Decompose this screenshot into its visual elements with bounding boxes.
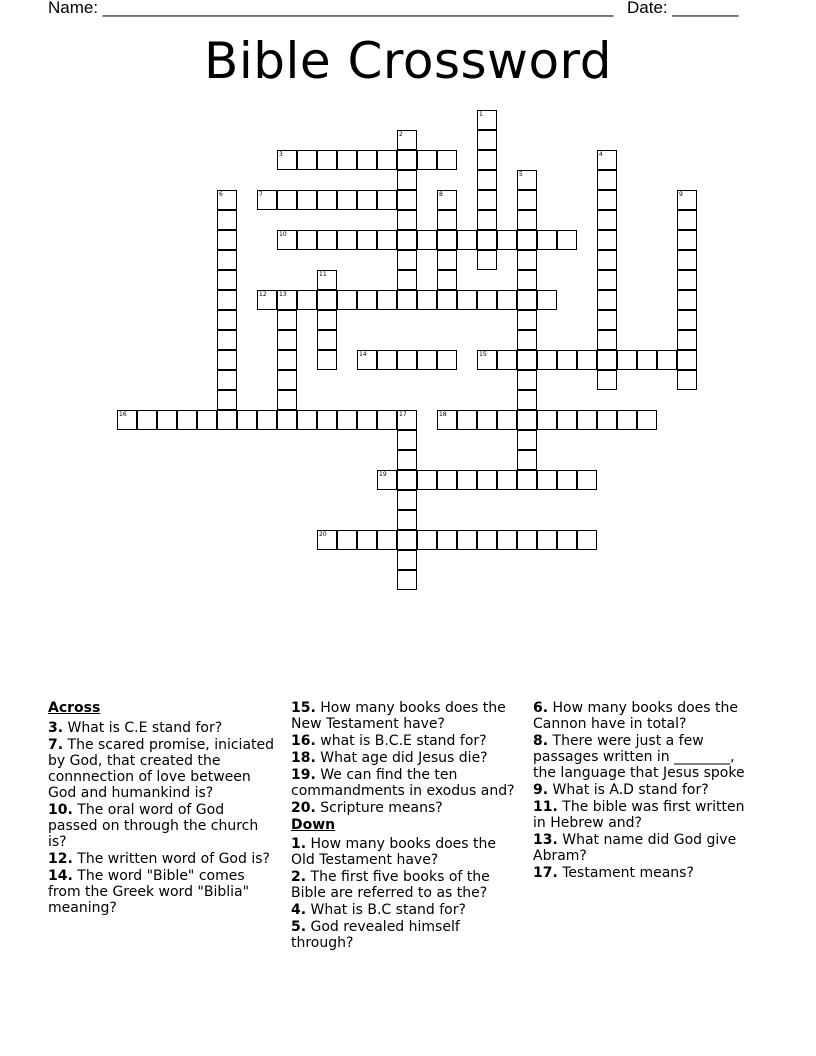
across-heading: Across xyxy=(48,700,101,716)
crossword-cell[interactable] xyxy=(397,430,417,450)
crossword-cell[interactable] xyxy=(217,270,237,290)
cell-number: 17 xyxy=(399,411,407,418)
crossword-cell[interactable] xyxy=(577,530,597,550)
crossword-cell[interactable] xyxy=(337,230,357,250)
crossword-cell[interactable] xyxy=(397,510,417,530)
crossword-cell[interactable] xyxy=(397,270,417,290)
clue-item xyxy=(533,733,759,781)
cell-number: 7 xyxy=(259,191,263,198)
crossword-cell[interactable] xyxy=(397,470,417,490)
crossword-cell[interactable] xyxy=(297,150,317,170)
crossword-cell[interactable] xyxy=(557,530,577,550)
crossword-cell[interactable] xyxy=(477,290,497,310)
crossword-cell[interactable] xyxy=(677,370,697,390)
clue-text: The word "Bible" comes from the Greek word "Biblia" meaning? xyxy=(48,868,250,916)
crossword-cell[interactable] xyxy=(437,150,457,170)
crossword-cell[interactable] xyxy=(257,290,277,310)
crossword-cell[interactable] xyxy=(477,130,497,150)
crossword-cell[interactable] xyxy=(217,310,237,330)
crossword-cell[interactable] xyxy=(477,150,497,170)
clue-text: What is A.D stand for? xyxy=(548,782,709,798)
clue-number: 9. xyxy=(533,782,549,798)
cell-number: 19 xyxy=(379,471,387,478)
crossword-cell[interactable] xyxy=(137,410,157,430)
crossword-cell[interactable] xyxy=(677,290,697,310)
clue-item xyxy=(291,700,519,732)
crossword-cell[interactable] xyxy=(337,190,357,210)
crossword-cell[interactable] xyxy=(497,410,517,430)
crossword-cell[interactable] xyxy=(557,470,577,490)
crossword-cell[interactable] xyxy=(497,230,517,250)
crossword-cell[interactable] xyxy=(517,330,537,350)
crossword-cell[interactable] xyxy=(677,190,697,210)
crossword-cell[interactable] xyxy=(217,410,237,430)
crossword-cell[interactable] xyxy=(317,270,337,290)
crossword-cell[interactable] xyxy=(317,310,337,330)
crossword-cell[interactable] xyxy=(657,350,677,370)
cell-number: 1 xyxy=(479,111,483,118)
clue-item xyxy=(291,836,519,868)
cell-number: 12 xyxy=(259,291,267,298)
crossword-cell[interactable] xyxy=(417,350,437,370)
crossword-cell[interactable] xyxy=(277,190,297,210)
clue-number: 4. xyxy=(291,902,307,918)
clue-text: What age did Jesus die? xyxy=(315,750,488,766)
clue-item xyxy=(533,799,759,831)
col3-clue-list xyxy=(533,700,759,881)
crossword-cell[interactable] xyxy=(297,190,317,210)
crossword-cell[interactable] xyxy=(217,330,237,350)
crossword-cell[interactable] xyxy=(217,190,237,210)
crossword-cell[interactable] xyxy=(277,390,297,410)
crossword-cell[interactable] xyxy=(597,150,617,170)
crossword-cell[interactable] xyxy=(477,190,497,210)
clue-item xyxy=(291,767,519,799)
crossword-cell[interactable] xyxy=(597,170,617,190)
crossword-cell[interactable] xyxy=(277,290,297,310)
crossword-cell[interactable] xyxy=(537,350,557,370)
crossword-cell[interactable] xyxy=(477,110,497,130)
clue-item xyxy=(533,700,759,732)
crossword-cell[interactable] xyxy=(477,470,497,490)
crossword-cell[interactable] xyxy=(357,290,377,310)
crossword-cell[interactable] xyxy=(577,350,597,370)
crossword-cell[interactable] xyxy=(577,410,597,430)
crossword-cell[interactable] xyxy=(397,550,417,570)
crossword-cell[interactable] xyxy=(277,410,297,430)
crossword-cell[interactable] xyxy=(517,430,537,450)
crossword-cell[interactable] xyxy=(477,210,497,230)
crossword-cell[interactable] xyxy=(437,190,457,210)
cell-number: 4 xyxy=(599,151,603,158)
crossword-cell[interactable] xyxy=(637,350,657,370)
crossword-cell[interactable] xyxy=(597,310,617,330)
crossword-cell[interactable] xyxy=(597,410,617,430)
crossword-cell[interactable] xyxy=(217,350,237,370)
crossword-cell[interactable] xyxy=(597,270,617,290)
clue-text: The written word of God is? xyxy=(72,851,270,867)
crossword-cell[interactable] xyxy=(317,350,337,370)
clue-text: What is C.E stand for? xyxy=(63,720,223,736)
crossword-cell[interactable] xyxy=(457,530,477,550)
clue-text: What name did God give Abram? xyxy=(533,832,737,864)
crossword-cell[interactable] xyxy=(397,250,417,270)
crossword-cell[interactable] xyxy=(557,350,577,370)
crossword-cell[interactable] xyxy=(677,270,697,290)
cell-number: 8 xyxy=(439,191,443,198)
crossword-cell[interactable] xyxy=(317,410,337,430)
down-heading: Down xyxy=(291,817,336,833)
clue-number: 3. xyxy=(48,720,64,736)
crossword-cell[interactable] xyxy=(597,250,617,270)
clue-text: How many books does the New Testament have? xyxy=(291,700,506,732)
crossword-cell[interactable] xyxy=(537,530,557,550)
crossword-cell[interactable] xyxy=(377,290,397,310)
crossword-cell[interactable] xyxy=(517,310,537,330)
clue-number: 16. xyxy=(291,733,316,749)
crossword-cell[interactable] xyxy=(397,210,417,230)
crossword-cell[interactable] xyxy=(637,410,657,430)
clue-text: Testament means? xyxy=(557,865,694,881)
crossword-cell[interactable] xyxy=(217,250,237,270)
crossword-cell[interactable] xyxy=(597,370,617,390)
crossword-cell[interactable] xyxy=(397,170,417,190)
clue-item xyxy=(291,902,519,918)
crossword-cell[interactable] xyxy=(477,230,497,250)
clue-item xyxy=(291,750,519,766)
crossword-cell[interactable] xyxy=(417,290,437,310)
clue-item xyxy=(291,919,519,951)
clues-column-1 xyxy=(48,700,274,917)
clue-text: God revealed himself through? xyxy=(291,919,460,951)
crossword-cell[interactable] xyxy=(677,230,697,250)
clue-item xyxy=(48,868,274,916)
crossword-cell[interactable] xyxy=(317,190,337,210)
crossword-cell[interactable] xyxy=(377,530,397,550)
crossword-cell[interactable] xyxy=(257,190,277,210)
crossword-cell[interactable] xyxy=(317,330,337,350)
name-field-label[interactable]: Name: ______________________________________________________ xyxy=(48,0,614,17)
crossword-cell[interactable] xyxy=(317,150,337,170)
crossword-cell[interactable] xyxy=(517,170,537,190)
cell-number: 11 xyxy=(319,271,327,278)
crossword-cell[interactable] xyxy=(577,470,597,490)
crossword-cell[interactable] xyxy=(677,350,697,370)
col2-down-clue-list xyxy=(291,836,519,951)
crossword-cell[interactable] xyxy=(397,570,417,590)
clue-number: 8. xyxy=(533,733,549,749)
crossword-cell[interactable] xyxy=(597,230,617,250)
clue-text: What is B.C stand for? xyxy=(306,902,466,918)
clue-number: 11. xyxy=(533,799,558,815)
crossword-cell[interactable] xyxy=(497,350,517,370)
cell-number: 16 xyxy=(119,411,127,418)
clue-item xyxy=(48,802,274,850)
crossword-cell[interactable] xyxy=(417,470,437,490)
crossword-cell[interactable] xyxy=(597,350,617,370)
col1-clue-list xyxy=(48,720,274,916)
crossword-cell[interactable] xyxy=(397,350,417,370)
clue-item xyxy=(533,832,759,864)
clue-text: what is B.C.E stand for? xyxy=(315,733,487,749)
crossword-cell[interactable] xyxy=(517,270,537,290)
crossword-cell[interactable] xyxy=(217,390,237,410)
clue-text: The scared promise, iniciated by God, that created the connnection of love between God and humankind is? xyxy=(48,737,275,801)
crossword-cell[interactable] xyxy=(397,190,417,210)
crossword-cell[interactable] xyxy=(477,530,497,550)
clue-item xyxy=(291,869,519,901)
crossword-cell[interactable] xyxy=(397,450,417,470)
clue-number: 14. xyxy=(48,868,73,884)
clue-number: 2. xyxy=(291,869,307,885)
crossword-cell[interactable] xyxy=(357,150,377,170)
crossword-cell[interactable] xyxy=(497,470,517,490)
crossword-cell[interactable] xyxy=(377,190,397,210)
crossword-cell[interactable] xyxy=(517,250,537,270)
crossword-cell[interactable] xyxy=(617,350,637,370)
crossword-cell[interactable] xyxy=(437,270,457,290)
crossword-cell[interactable] xyxy=(457,290,477,310)
crossword-cell[interactable] xyxy=(317,290,337,310)
crossword-cell[interactable] xyxy=(217,370,237,390)
crossword-cell[interactable] xyxy=(337,530,357,550)
cell-number: 14 xyxy=(359,351,367,358)
cell-number: 3 xyxy=(279,151,283,158)
crossword-cell[interactable] xyxy=(537,410,557,430)
crossword-cell[interactable] xyxy=(377,150,397,170)
clue-number: 18. xyxy=(291,750,316,766)
crossword-cell[interactable] xyxy=(277,150,297,170)
crossword-cell[interactable] xyxy=(157,410,177,430)
crossword-cell[interactable] xyxy=(457,470,477,490)
crossword-cell[interactable] xyxy=(277,370,297,390)
clue-text: The first five books of the Bible are referred to as the? xyxy=(291,869,490,901)
crossword-cell[interactable] xyxy=(277,230,297,250)
crossword-cell[interactable] xyxy=(337,410,357,430)
crossword-cell[interactable] xyxy=(517,450,537,470)
clues-column-2 xyxy=(291,700,519,952)
crossword-cell[interactable] xyxy=(397,230,417,250)
crossword-cell[interactable] xyxy=(437,530,457,550)
cell-number: 5 xyxy=(519,171,523,178)
crossword-cell[interactable] xyxy=(597,290,617,310)
clue-text: We can find the ten commandments in exodus and? xyxy=(291,767,515,799)
crossword-cell[interactable] xyxy=(557,410,577,430)
date-field-label[interactable]: Date: _______ xyxy=(627,0,739,17)
crossword-cell[interactable] xyxy=(597,210,617,230)
crossword-cell[interactable] xyxy=(277,330,297,350)
clue-item xyxy=(291,800,519,816)
crossword-cell[interactable] xyxy=(617,410,637,430)
crossword-cell[interactable] xyxy=(477,350,497,370)
clue-number: 15. xyxy=(291,700,316,716)
crossword-cell[interactable] xyxy=(237,410,257,430)
clue-text: The oral word of God passed on through the church is? xyxy=(48,802,259,850)
crossword-cell[interactable] xyxy=(377,230,397,250)
cell-number: 9 xyxy=(679,191,683,198)
crossword-cell[interactable] xyxy=(377,470,397,490)
clue-item xyxy=(48,720,274,736)
crossword-cell[interactable] xyxy=(357,350,377,370)
crossword-cell[interactable] xyxy=(297,290,317,310)
crossword-cell[interactable] xyxy=(517,390,537,410)
clue-number: 7. xyxy=(48,737,64,753)
crossword-cell[interactable] xyxy=(477,250,497,270)
clue-number: 13. xyxy=(533,832,558,848)
clue-number: 10. xyxy=(48,802,73,818)
crossword-cell[interactable] xyxy=(677,330,697,350)
clue-text: Scripture means? xyxy=(315,800,443,816)
crossword-cell[interactable] xyxy=(497,530,517,550)
crossword-cell[interactable] xyxy=(537,230,557,250)
crossword-cell[interactable] xyxy=(517,210,537,230)
crossword-cell[interactable] xyxy=(597,330,617,350)
crossword-cell[interactable] xyxy=(457,230,477,250)
crossword-cell[interactable] xyxy=(517,350,537,370)
crossword-cell[interactable] xyxy=(437,230,457,250)
crossword-cell[interactable] xyxy=(597,190,617,210)
crossword-cell[interactable] xyxy=(197,410,217,430)
crossword-cell[interactable] xyxy=(277,310,297,330)
cell-number: 13 xyxy=(279,291,287,298)
crossword-cell[interactable] xyxy=(217,230,237,250)
crossword-cell[interactable] xyxy=(397,490,417,510)
clue-item xyxy=(291,733,519,749)
crossword-cell[interactable] xyxy=(457,410,477,430)
clue-text: How many books does the Old Testament have? xyxy=(291,836,496,868)
crossword-cell[interactable] xyxy=(337,290,357,310)
crossword-cell[interactable] xyxy=(437,250,457,270)
crossword-cell[interactable] xyxy=(357,230,377,250)
clue-item xyxy=(533,865,759,881)
clue-number: 5. xyxy=(291,919,307,935)
crossword-cell[interactable] xyxy=(517,230,537,250)
cell-number: 6 xyxy=(219,191,223,198)
clue-number: 19. xyxy=(291,767,316,783)
crossword-cell[interactable] xyxy=(217,210,237,230)
crossword-cell[interactable] xyxy=(397,410,417,430)
crossword-cell[interactable] xyxy=(297,230,317,250)
clue-number: 1. xyxy=(291,836,307,852)
crossword-cell[interactable] xyxy=(297,410,317,430)
crossword-cell[interactable] xyxy=(357,190,377,210)
crossword-cell[interactable] xyxy=(397,150,417,170)
crossword-cell[interactable] xyxy=(397,130,417,150)
crossword-cell[interactable] xyxy=(677,310,697,330)
crossword-cell[interactable] xyxy=(317,230,337,250)
crossword-cell[interactable] xyxy=(357,410,377,430)
clue-number: 6. xyxy=(533,700,549,716)
clue-number: 17. xyxy=(533,865,558,881)
crossword-cell[interactable] xyxy=(397,530,417,550)
crossword-cell[interactable] xyxy=(537,470,557,490)
cell-number: 10 xyxy=(279,231,287,238)
clue-item xyxy=(48,851,274,867)
crossword-cell[interactable] xyxy=(517,410,537,430)
crossword-cell[interactable] xyxy=(437,290,457,310)
crossword-cell[interactable] xyxy=(477,170,497,190)
crossword-cell[interactable] xyxy=(177,410,197,430)
crossword-cell[interactable] xyxy=(437,470,457,490)
crossword-cell[interactable] xyxy=(677,210,697,230)
clues-column-3 xyxy=(533,700,759,882)
cell-number: 15 xyxy=(479,351,487,358)
clue-text: There were just a few passages written in ________, the language that Jesus spoke xyxy=(533,733,745,781)
crossword-cell[interactable] xyxy=(217,290,237,310)
crossword-cell[interactable] xyxy=(377,350,397,370)
cell-number: 18 xyxy=(439,411,447,418)
crossword-cell[interactable] xyxy=(417,530,437,550)
crossword-cell[interactable] xyxy=(397,290,417,310)
crossword-cell[interactable] xyxy=(537,290,557,310)
crossword-cell[interactable] xyxy=(677,250,697,270)
crossword-cell[interactable] xyxy=(357,530,377,550)
crossword-cell[interactable] xyxy=(497,290,517,310)
crossword-cell[interactable] xyxy=(517,370,537,390)
crossword-cell[interactable] xyxy=(417,150,437,170)
crossword-cell[interactable] xyxy=(517,290,537,310)
crossword-cell[interactable] xyxy=(477,410,497,430)
crossword-cell[interactable] xyxy=(117,410,137,430)
crossword-cell[interactable] xyxy=(517,530,537,550)
clue-item xyxy=(48,737,274,801)
crossword-cell[interactable] xyxy=(437,210,457,230)
crossword-cell[interactable] xyxy=(437,350,457,370)
clue-number: 12. xyxy=(48,851,73,867)
crossword-cell[interactable] xyxy=(337,150,357,170)
cell-number: 20 xyxy=(319,531,327,538)
page-title: Bible Crossword xyxy=(204,32,612,90)
crossword-cell[interactable] xyxy=(417,230,437,250)
crossword-cell[interactable] xyxy=(517,190,537,210)
clue-item xyxy=(533,782,759,798)
crossword-cell[interactable] xyxy=(377,410,397,430)
crossword-cell[interactable] xyxy=(317,530,337,550)
crossword-cell[interactable] xyxy=(257,410,277,430)
crossword-cell[interactable] xyxy=(277,350,297,370)
clue-text: How many books does the Cannon have in total? xyxy=(533,700,738,732)
crossword-cell[interactable] xyxy=(557,230,577,250)
col2-across-clue-list xyxy=(291,700,519,816)
crossword-cell[interactable] xyxy=(437,410,457,430)
crossword-cell[interactable] xyxy=(517,470,537,490)
clue-text: The bible was first written in Hebrew and? xyxy=(533,799,745,831)
clue-number: 20. xyxy=(291,800,316,816)
cell-number: 2 xyxy=(399,131,403,138)
